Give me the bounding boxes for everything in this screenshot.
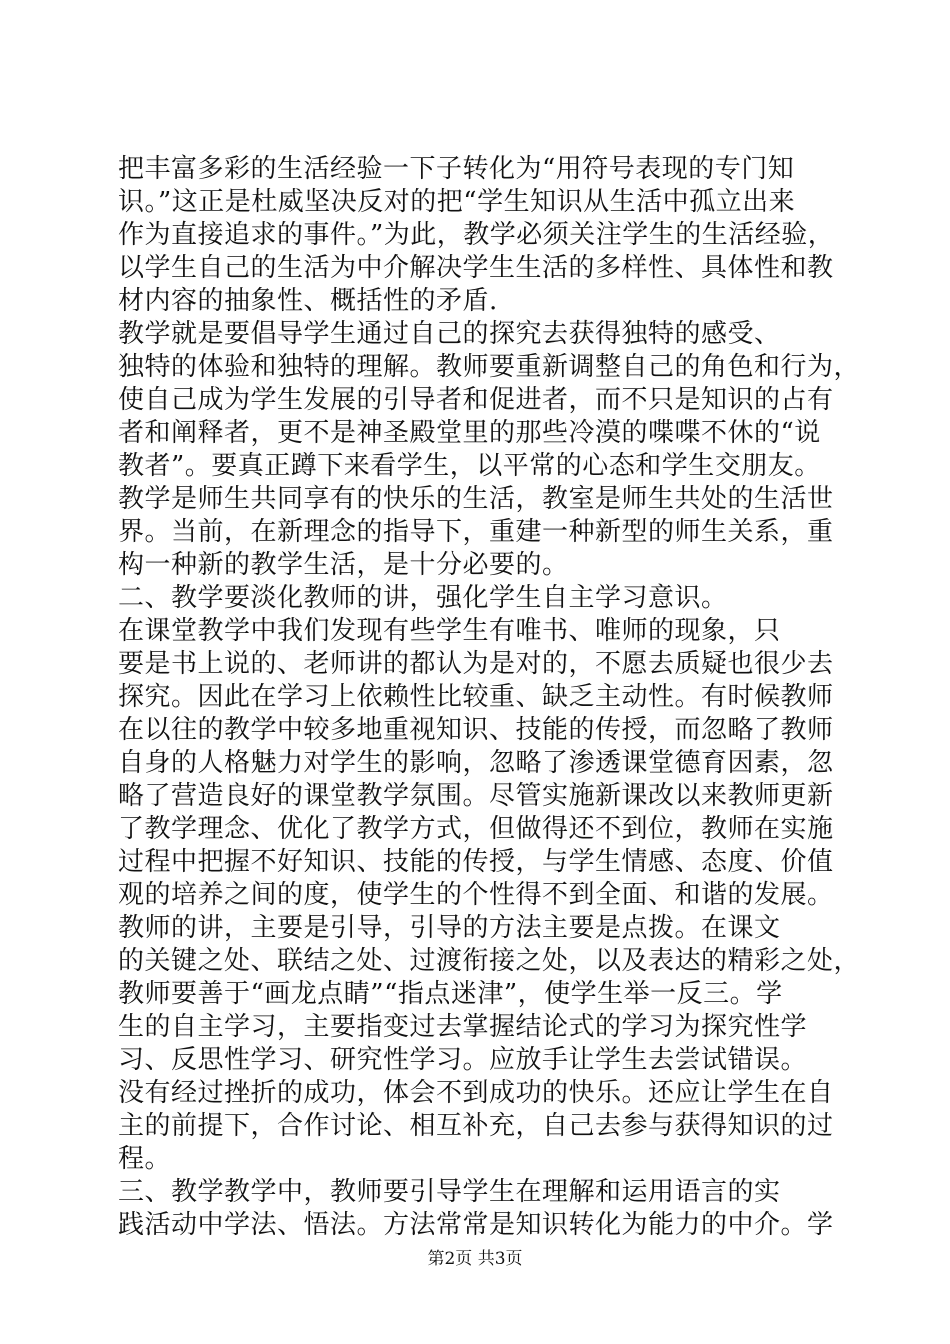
text-line: 材内容的抽象性、概括性的矛盾. bbox=[118, 286, 498, 316]
text-line: 了教学理念、优化了教学方式，但做得还不到位，教师在实施 bbox=[118, 814, 834, 844]
page-footer: 第2页 共3页 bbox=[427, 1249, 523, 1269]
text-line: 者和阐释者，更不是神圣殿堂里的那些冷漠的喋喋不休的“说 bbox=[118, 418, 821, 448]
text-line: 独特的体验和独特的理解。教师要重新调整自己的角色和行为， bbox=[118, 352, 861, 382]
text-line: 作为直接追求的事件。”为此，教学必须关注学生的生活经验， bbox=[118, 220, 835, 250]
text-line: 略了营造良好的课堂教学氛围。尽管实施新课改以来教师更新 bbox=[118, 781, 834, 811]
text-line: 践活动中学法、悟法。方法常常是知识转化为能力的中介。学 bbox=[118, 1210, 834, 1240]
text-line: 教学是师生共同享有的快乐的生活，教室是师生共处的生活世 bbox=[118, 484, 834, 514]
text-line: 程。 bbox=[118, 1144, 172, 1174]
text-line: 教师的讲，主要是引导，引导的方法主要是点拨。在课文 bbox=[118, 913, 781, 943]
text-line: 在课堂教学中我们发现有些学生有唯书、唯师的现象，只 bbox=[118, 616, 781, 646]
section-heading: 三、教学教学中，教师要引导学生在理解和运用语言的实 bbox=[118, 1177, 781, 1207]
text-line: 没有经过挫折的成功，体会不到成功的快乐。还应让学生在自 bbox=[118, 1078, 834, 1108]
text-line: 主的前提下，合作讨论、相互补充，自己去参与获得知识的过 bbox=[118, 1111, 834, 1141]
text-line: 识。”这正是杜威坚决反对的把“学生知识从生活中孤立出来 bbox=[118, 187, 796, 217]
text-line: 过程中把握不好知识、技能的传授，与学生情感、态度、价值 bbox=[118, 847, 834, 877]
text-line: 使自己成为学生发展的引导者和促进者，而不只是知识的占有 bbox=[118, 385, 834, 415]
text-line: 以学生自己的生活为中介解决学生生活的多样性、具体性和教 bbox=[118, 253, 834, 283]
text-line: 生的自主学习，主要指变过去掌握结论式的学习为探究性学 bbox=[118, 1012, 808, 1042]
text-line: 要是书上说的、老师讲的都认为是对的，不愿去质疑也很少去 bbox=[118, 649, 834, 679]
text-line: 自身的人格魅力对学生的影响，忽略了渗透课堂德育因素，忽 bbox=[118, 748, 834, 778]
text-line: 习、反思性学习、研究性学习。应放手让学生去尝试错误。 bbox=[118, 1045, 808, 1075]
section-heading: 二、教学要淡化教师的讲，强化学生自主学习意识。 bbox=[118, 583, 728, 613]
text-line: 在以往的教学中较多地重视知识、技能的传授，而忽略了教师 bbox=[118, 715, 834, 745]
text-line: 探究。因此在学习上依赖性比较重、缺乏主动性。有时候教师 bbox=[118, 682, 834, 712]
text-line: 教师要善于“画龙点睛”“指点迷津”，使学生举一反三。学 bbox=[118, 979, 783, 1009]
text-line: 教者”。要真正蹲下来看学生，以平常的心态和学生交朋友。 bbox=[118, 451, 821, 481]
text-line: 构一种新的教学生活，是十分必要的。 bbox=[118, 550, 569, 580]
text-line: 的关键之处、联结之处、过渡衔接之处，以及表达的精彩之处， bbox=[118, 946, 861, 976]
text-line: 观的培养之间的度，使学生的个性得不到全面、和谐的发展。 bbox=[118, 880, 834, 910]
text-line: 把丰富多彩的生活经验一下子转化为“用符号表现的专门知 bbox=[118, 154, 795, 184]
text-line: 教学就是要倡导学生通过自己的探究去获得独特的感受、 bbox=[118, 319, 781, 349]
text-line: 界。当前，在新理念的指导下，重建一种新型的师生关系，重 bbox=[118, 517, 834, 547]
